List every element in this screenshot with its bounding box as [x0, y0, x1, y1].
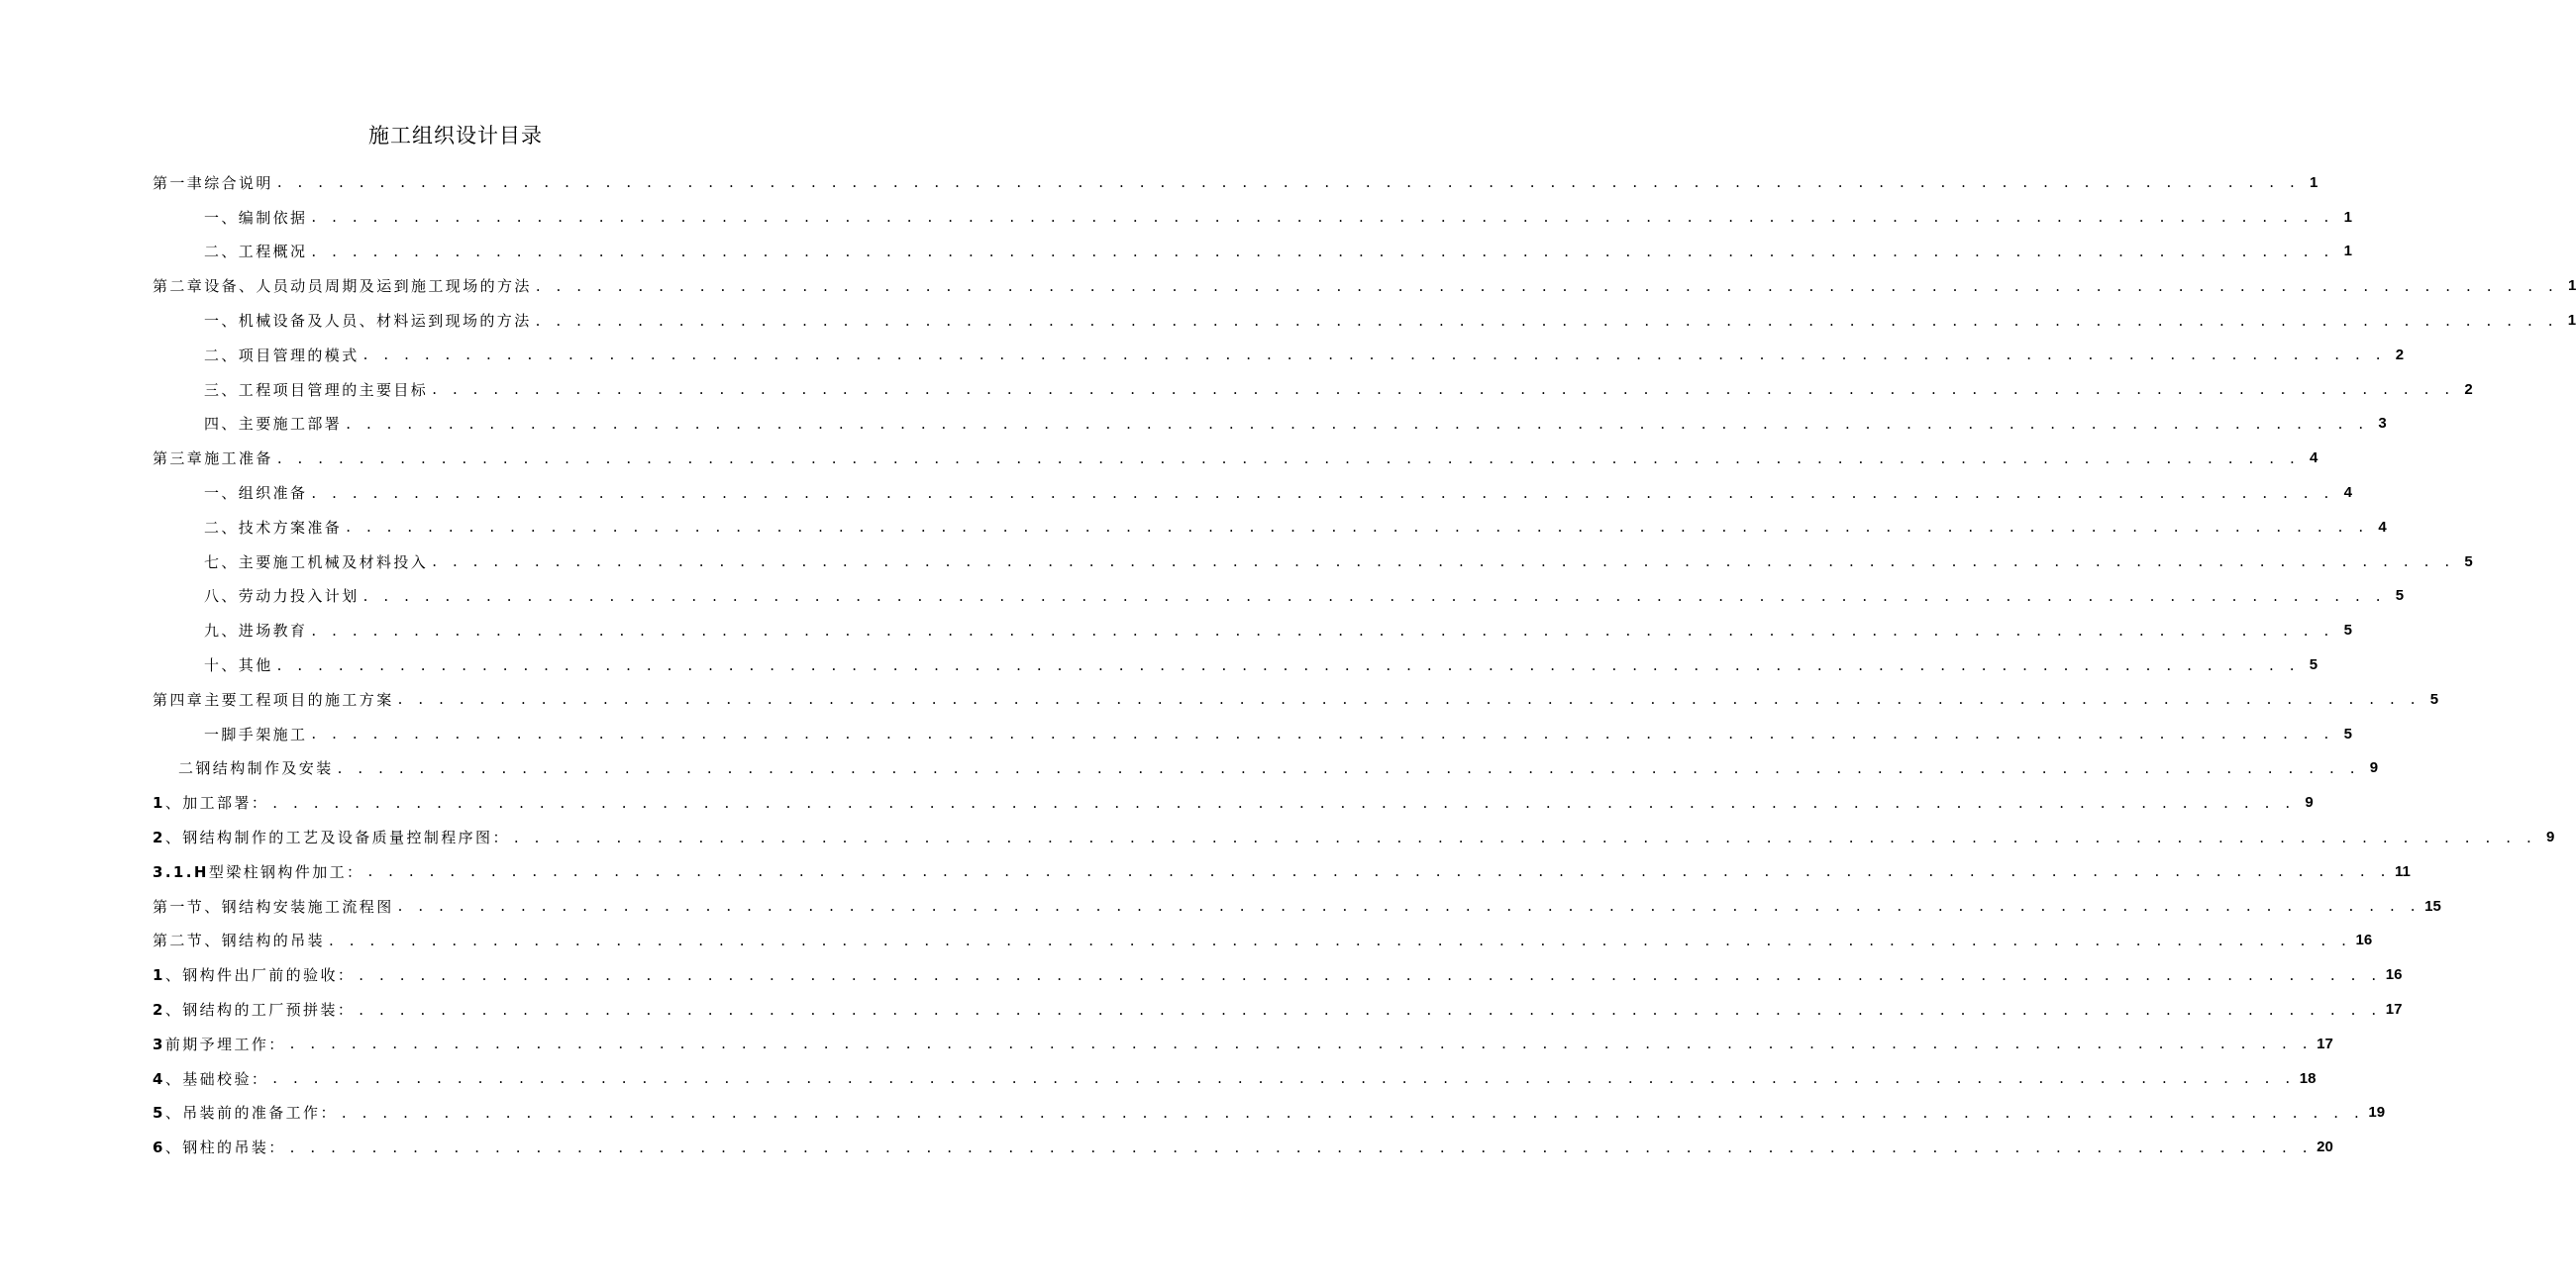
toc-page-number: 2: [2464, 380, 2473, 398]
toc-entry-title: 一、编制依据: [204, 208, 308, 227]
toc-entry[interactable]: [0, 992, 2403, 1027]
leader-dots: . . . . . . . . . . . . . . . . . . . . . . . . . . . . . . . . . . . . . . . . . . . . . . . . . . . . . . . . . . . . . . . . . . . . . . . . . . . . . . . . . . . . . . . . . . . . . . . . . . .: [272, 793, 2296, 812]
toc-page-number: 5: [2429, 690, 2439, 708]
toc-entry-title: [153, 1068, 268, 1089]
toc-entry-title: 第二章设备、人员动员周期及运到施工现场的方法: [153, 277, 532, 296]
toc-entry-title: 第一节、钢结构安装施工流程图: [153, 897, 394, 916]
toc-entry[interactable]: [0, 924, 2373, 958]
toc-entry-title: [153, 827, 510, 847]
toc-entry[interactable]: [0, 889, 2441, 924]
toc-entry-chapter-1[interactable]: [0, 165, 2318, 200]
toc-entry-label: 、钢结构的工厂预拼装：: [164, 1001, 356, 1020]
leader-dots: . . . . . . . . . . . . . . . . . . . . . . . . . . . . . . . . . . . . . . . . . . . . . . . . . . . . . . . . . . . . . . . . . . . . . . . . . . . . . . . . . . . . . . . . . . . . . . . . . . .: [341, 1103, 2365, 1122]
toc-entry[interactable]: [0, 200, 2352, 235]
leader-dots: . . . . . . . . . . . . . . . . . . . . . . . . . . . . . . . . . . . . . . . . . . . . . . . . . . . . . . . . . . . . . . . . . . . . . . . . . . . . . . . . . . . . . . . . . . . . . . . . . . .: [329, 931, 2352, 949]
toc-page-number: 15: [2424, 897, 2441, 915]
toc-entry-title: 二、项目管理的模式: [204, 346, 360, 364]
leader-dots: . . . . . . . . . . . . . . . . . . . . . . . . . . . . . . . . . . . . . . . . . . . . . . . . . . . . . . . . . . . . . . . . . . . . . . . . . . . . . . . . . . . . . . . . . . . . . . . . . . .: [397, 690, 2421, 709]
toc-page-number: 16: [2385, 966, 2403, 984]
leader-dots: . . . . . . . . . . . . . . . . . . . . . . . . . . . . . . . . . . . . . . . . . . . . . . . . . . . . . . . . . . . . . . . . . . . . . . . . . . . . . . . . . . . . . . . . . . . . . . . . . . .: [346, 518, 2369, 537]
toc-page-number: 3: [2378, 415, 2387, 433]
toc-entry[interactable]: [0, 579, 2405, 614]
toc-entry-title: 十、其他: [204, 656, 273, 675]
toc-entry-title: 三、工程项目管理的主要目标: [204, 380, 429, 399]
toc-entry-title: 九、进场教育: [204, 622, 308, 641]
leader-dots: . . . . . . . . . . . . . . . . . . . . . . . . . . . . . . . . . . . . . . . . . . . . . . . . . . . . . . . . . . . . . . . . . . . . . . . . . . . . . . . . . . . . . . . . . . . . . . . . . . .: [432, 552, 2455, 571]
toc-entry[interactable]: [0, 1130, 2333, 1164]
toc-page-number: 9: [2546, 829, 2555, 846]
toc-entry-label: 、钢构件出厂前的验收：: [164, 966, 356, 985]
toc-entry[interactable]: [0, 785, 2314, 820]
toc-entry[interactable]: [0, 235, 2352, 269]
leader-dots: . . . . . . . . . . . . . . . . . . . . . . . . . . . . . . . . . . . . . . . . . . . . . . . . . . . . . . . . . . . . . . . . . . . . . . . . . . . . . . . . . . . . . . . . . . . . . . . . . . .: [311, 208, 2334, 227]
toc-entry[interactable]: [0, 854, 2411, 889]
toc-entry-title: [153, 1034, 286, 1054]
toc-entry[interactable]: [0, 751, 2379, 786]
toc-entry[interactable]: [0, 475, 2352, 510]
toc-page-number: 19: [2368, 1104, 2386, 1122]
toc-entry-label: 前期予埋工作：: [164, 1035, 286, 1053]
toc-entry-title: 四、主要施工部署: [204, 415, 343, 434]
toc-entry-title: 一脚手架施工: [204, 725, 308, 743]
leader-dots: . . . . . . . . . . . . . . . . . . . . . . . . . . . . . . . . . . . . . . . . . . . . . . . . . . . . . . . . . . . . . . . . . . . . . . . . . . . . . . . . . . . . . . . . . . . . . . . . . . .: [276, 448, 2301, 467]
leader-dots: . . . . . . . . . . . . . . . . . . . . . . . . . . . . . . . . . . . . . . . . . . . . . . . . . . . . . . . . . . . . . . . . . . . . . . . . . . . . . . . . . . . . . . . . . . . . . . . . . . .: [359, 1000, 2382, 1019]
toc-entry[interactable]: [0, 303, 2576, 338]
toc-entry-title: 第三章施工准备: [153, 449, 273, 468]
toc-entry-title: 第一聿综合说明: [153, 173, 273, 192]
toc-entry[interactable]: [0, 613, 2352, 647]
toc-entry[interactable]: [0, 338, 2405, 372]
toc-entry-number: 2: [153, 1001, 165, 1020]
toc-entry-number: 3: [153, 1035, 165, 1053]
toc-entry-label: 、加工部署：: [164, 794, 269, 813]
toc-entry-number: 5: [153, 1104, 165, 1123]
toc-page-number: 5: [2395, 587, 2405, 605]
toc-entry[interactable]: [0, 407, 2387, 442]
toc-page-number: 18: [2299, 1069, 2317, 1087]
leader-dots: . . . . . . . . . . . . . . . . . . . . . . . . . . . . . . . . . . . . . . . . . . . . . . . . . . . . . . . . . . . . . . . . . . . . . . . . . . . . . . . . . . . . . . . . . . . . . . . . . . .: [311, 725, 2334, 743]
toc-entry[interactable]: [0, 1027, 2333, 1061]
toc-entry[interactable]: [0, 647, 2318, 682]
toc-page-number: 5: [2309, 656, 2318, 674]
leader-dots: . . . . . . . . . . . . . . . . . . . . . . . . . . . . . . . . . . . . . . . . . . . . . . . . . . . . . . . . . . . . . . . . . . . . . . . . . . . . . . . . . . . . . . . . . . . . . . . . . . .: [397, 897, 2421, 916]
toc-page-number: 4: [2378, 518, 2387, 536]
leader-dots: . . . . . . . . . . . . . . . . . . . . . . . . . . . . . . . . . . . . . . . . . . . . . . . . . . . . . . . . . . . . . . . . . . . . . . . . . . . . . . . . . . . . . . . . . . . . . . . . . . .: [311, 621, 2334, 640]
toc-entry[interactable]: [0, 957, 2403, 992]
toc-entry[interactable]: [0, 1061, 2317, 1096]
toc-entry-title: [153, 792, 268, 813]
leader-dots: . . . . . . . . . . . . . . . . . . . . . . . . . . . . . . . . . . . . . . . . . . . . . . . . . . . . . . . . . . . . . . . . . . . . . . . . . . . . . . . . . . . . . . . . . . . . . . . . . . .: [362, 346, 2387, 364]
toc-entry[interactable]: [0, 820, 2555, 854]
toc-page-number: 2: [2395, 346, 2405, 363]
toc-entry-title: [153, 1102, 338, 1123]
toc-entry-title: 一、组织准备: [204, 484, 308, 503]
toc-entry-label: 、钢柱的吊装：: [164, 1139, 286, 1157]
toc-page-number: 5: [2464, 552, 2473, 570]
toc-entry-label: 、吊装前的准备工作：: [164, 1104, 338, 1123]
page-title: 施工组织设计目录: [368, 124, 543, 148]
toc-entry-title: 第四章主要工程项目的施工方案: [153, 690, 394, 709]
toc-entry-title: [153, 1137, 286, 1157]
leader-dots: . . . . . . . . . . . . . . . . . . . . . . . . . . . . . . . . . . . . . . . . . . . . . . . . . . . . . . . . . . . . . . . . . . . . . . . . . . . . . . . . . . . . . . . . . . . . . . . . . . .: [289, 1035, 2314, 1053]
toc-entry-number: 4: [153, 1069, 165, 1088]
toc-entry-label: 、钢结构制作的工艺及设备质量控制程序图：: [164, 829, 510, 847]
toc-entry-chapter-3[interactable]: [0, 441, 2318, 475]
toc-entry-title: 第二节、钢结构的吊装: [153, 932, 326, 950]
leader-dots: . . . . . . . . . . . . . . . . . . . . . . . . . . . . . . . . . . . . . . . . . . . . . . . . . . . . . . . . . . . . . . . . . . . . . . . . . . . . . . . . . . . . . . . . . . . . . . . . . . .: [289, 1138, 2314, 1156]
toc-entry-title: [153, 964, 355, 985]
leader-dots: . . . . . . . . . . . . . . . . . . . . . . . . . . . . . . . . . . . . . . . . . . . . . . . . . . . . . . . . . . . . . . . . . . . . . . . . . . . . . . . . . . . . . . . . . . . . . . . . . . .: [535, 311, 2559, 330]
table-of-contents: [0, 165, 2576, 1164]
toc-page-number: 1: [2567, 277, 2576, 295]
toc-page-number: 16: [2355, 932, 2373, 949]
toc-entry[interactable]: [0, 510, 2387, 545]
toc-entry-number: 6: [153, 1139, 165, 1157]
leader-dots: . . . . . . . . . . . . . . . . . . . . . . . . . . . . . . . . . . . . . . . . . . . . . . . . . . . . . . . . . . . . . . . . . . . . . . . . . . . . . . . . . . . . . . . . . . . . . . . . . . .: [359, 965, 2382, 984]
leader-dots: . . . . . . . . . . . . . . . . . . . . . . . . . . . . . . . . . . . . . . . . . . . . . . . . . . . . . . . . . . . . . . . . . . . . . . . . . . . . . . . . . . . . . . . . . . . . . . . . . . .: [272, 1069, 2296, 1088]
toc-entry-title: 二钢结构制作及安装: [178, 759, 334, 778]
toc-page-number: 4: [2309, 449, 2318, 467]
toc-entry-chapter-4[interactable]: [0, 682, 2439, 717]
leader-dots: . . . . . . . . . . . . . . . . . . . . . . . . . . . . . . . . . . . . . . . . . . . . . . . . . . . . . . . . . . . . . . . . . . . . . . . . . . . . . . . . . . . . . . . . . . . . . . . . . . .: [513, 828, 2537, 846]
toc-page-number: 1: [2343, 243, 2352, 260]
leader-dots: . . . . . . . . . . . . . . . . . . . . . . . . . . . . . . . . . . . . . . . . . . . . . . . . . . . . . . . . . . . . . . . . . . . . . . . . . . . . . . . . . . . . . . . . . . . . . . . . . . .: [276, 655, 2301, 674]
toc-page-number: 5: [2343, 725, 2352, 743]
toc-entry-label: 、基础校验：: [164, 1069, 269, 1088]
toc-entry-title: 七、主要施工机械及材料投入: [204, 552, 429, 571]
toc-page-number: 20: [2317, 1139, 2333, 1156]
toc-entry[interactable]: [0, 545, 2473, 579]
toc-entry-title: 一、机械设备及人员、材料运到现场的方法: [204, 312, 532, 331]
toc-entry-number: 1: [153, 966, 165, 985]
toc-page-number: 11: [2394, 862, 2411, 880]
toc-entry[interactable]: [0, 1096, 2386, 1131]
toc-entry-number: 1: [153, 794, 165, 813]
toc-page-number: 9: [2305, 794, 2314, 812]
leader-dots: . . . . . . . . . . . . . . . . . . . . . . . . . . . . . . . . . . . . . . . . . . . . . . . . . . . . . . . . . . . . . . . . . . . . . . . . . . . . . . . . . . . . . . . . . . . . . . . . . . .: [367, 862, 2391, 881]
leader-dots: . . . . . . . . . . . . . . . . . . . . . . . . . . . . . . . . . . . . . . . . . . . . . . . . . . . . . . . . . . . . . . . . . . . . . . . . . . . . . . . . . . . . . . . . . . . . . . . . . . .: [362, 586, 2387, 605]
leader-dots: . . . . . . . . . . . . . . . . . . . . . . . . . . . . . . . . . . . . . . . . . . . . . . . . . . . . . . . . . . . . . . . . . . . . . . . . . . . . . . . . . . . . . . . . . . . . . . . . . . .: [337, 758, 2361, 777]
toc-page-number: 9: [2369, 759, 2379, 777]
leader-dots: . . . . . . . . . . . . . . . . . . . . . . . . . . . . . . . . . . . . . . . . . . . . . . . . . . . . . . . . . . . . . . . . . . . . . . . . . . . . . . . . . . . . . . . . . . . . . . . . . . .: [311, 483, 2334, 502]
toc-page-number: 17: [2317, 1035, 2333, 1052]
toc-page-number: 4: [2343, 484, 2352, 502]
toc-entry-title: [153, 861, 363, 882]
toc-entry-label: 型梁柱钢构件加工：: [208, 862, 364, 881]
toc-entry[interactable]: [0, 372, 2473, 407]
toc-entry-title: [153, 999, 355, 1020]
leader-dots: . . . . . . . . . . . . . . . . . . . . . . . . . . . . . . . . . . . . . . . . . . . . . . . . . . . . . . . . . . . . . . . . . . . . . . . . . . . . . . . . . . . . . . . . . . . . . . . . . . .: [346, 414, 2369, 433]
toc-entry-number: 2: [153, 829, 165, 847]
toc-entry[interactable]: [0, 717, 2352, 751]
leader-dots: . . . . . . . . . . . . . . . . . . . . . . . . . . . . . . . . . . . . . . . . . . . . . . . . . . . . . . . . . . . . . . . . . . . . . . . . . . . . . . . . . . . . . . . . . . . . . . . . . . .: [535, 276, 2559, 295]
leader-dots: . . . . . . . . . . . . . . . . . . . . . . . . . . . . . . . . . . . . . . . . . . . . . . . . . . . . . . . . . . . . . . . . . . . . . . . . . . . . . . . . . . . . . . . . . . . . . . . . . . .: [276, 173, 2301, 192]
toc-page-number: 1: [2343, 208, 2352, 226]
toc-page-number: 1: [2567, 312, 2576, 330]
leader-dots: . . . . . . . . . . . . . . . . . . . . . . . . . . . . . . . . . . . . . . . . . . . . . . . . . . . . . . . . . . . . . . . . . . . . . . . . . . . . . . . . . . . . . . . . . . . . . . . . . . .: [432, 380, 2455, 399]
toc-entry-title: 二、技术方案准备: [204, 518, 343, 537]
toc-entry-chapter-2[interactable]: [0, 268, 2576, 303]
toc-entry-title: 八、劳动力投入计划: [204, 587, 360, 606]
leader-dots: . . . . . . . . . . . . . . . . . . . . . . . . . . . . . . . . . . . . . . . . . . . . . . . . . . . . . . . . . . . . . . . . . . . . . . . . . . . . . . . . . . . . . . . . . . . . . . . . . . .: [311, 242, 2334, 260]
toc-page-number: 1: [2309, 173, 2318, 191]
toc-page-number: 17: [2385, 1001, 2403, 1019]
toc-entry-number: 3.1.H: [153, 862, 209, 881]
toc-entry-title: 二、工程概况: [204, 243, 308, 261]
toc-page-number: 5: [2343, 622, 2352, 640]
